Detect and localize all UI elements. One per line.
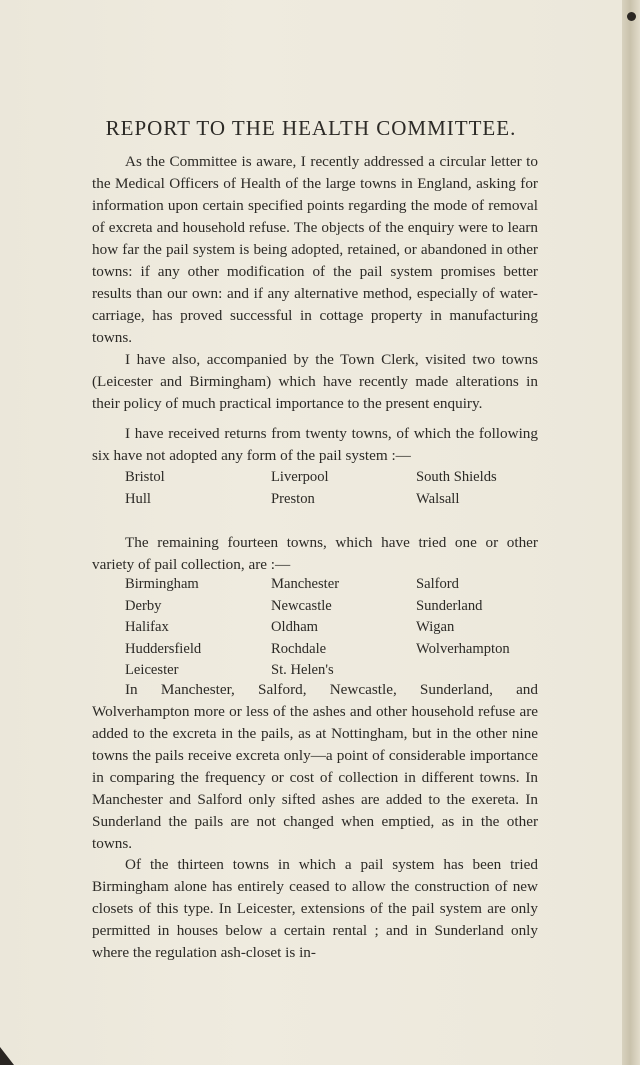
paragraph-thirteen-towns: Of the thirteen towns in which a pail system has been tried Birmingham alone has entirely ceased to allow the construction of new closets of this type. In Leicester, extensions of the pail system are only permitted in houses below a certain rental ; and in Sunderland only where the regulation ash-closet is in- (92, 856, 538, 961)
town-name: Birmingham (125, 576, 199, 592)
town-name: Newcastle (271, 597, 332, 614)
town-name: Wigan (416, 619, 455, 635)
edge-mark (627, 12, 636, 21)
town-name: Hull (125, 490, 151, 507)
town-name: Bristol (125, 469, 165, 485)
town-name: Manchester (271, 576, 340, 592)
town-row (125, 467, 555, 489)
town-name: Preston (271, 490, 315, 507)
town-name: Liverpool (271, 469, 329, 485)
town-name: Huddersfield (125, 640, 202, 657)
town-row (125, 639, 555, 661)
town-name: Sunderland (416, 597, 483, 614)
paragraph-returns: I have received returns from twenty towns, of which the following six have not adopted any form of the pail system :— (92, 425, 538, 464)
paragraph-manchester: In Manchester, Salford, Newcastle, Sunderland, and Wolverhampton more or less of the ashes and other household refuse are added to the excreta in the pails, as at Nottingham, but in the other nine towns the pails receive excreta only—a point of considerable importance in comparing the frequency or cost of collection in different towns. In Manchester and Salford only sifted ashes are added to the exereta. In Sunderland the pails are not changed when emptied, as in the other towns. (92, 681, 538, 852)
paragraph-visit: I have also, accompanied by the Town Clerk, visited two towns (Leicester and Birmingham) which have recently made alterations in their policy of much practical importance to the present enquiry. (92, 351, 538, 412)
town-name: Rochdale (271, 640, 327, 657)
town-row (125, 489, 555, 511)
town-name: Leicester (125, 662, 179, 678)
town-name: Wolverhampton (416, 640, 510, 657)
town-name: Oldham (271, 619, 319, 635)
town-row (125, 574, 555, 596)
town-name: Walsall (416, 490, 460, 507)
towns-with-pail-list (125, 574, 555, 682)
town-name: Salford (416, 576, 459, 592)
page-edge (622, 0, 640, 1065)
town-name: St. Helen's (271, 662, 334, 678)
paragraph-remaining-towns: The remaining fourteen towns, which have tried one or other variety of pail collection, are :— (92, 534, 538, 573)
paragraph-circular-letter: As the Committee is aware, I recently addressed a circular letter to the Medical Officers of Health of the large towns in England, asking for information upon certain specified points regarding the mode of removal of excreta and household refuse. The objects of the enquiry were to learn how far the pail system is being adopted, retained, or abandoned in other towns: if any other modification of the pail system promises better results than our own: and if any alternative method, especially of water-carriage, has proved successful in cottage property in manufacturing towns. (92, 153, 538, 346)
town-name: South Shields (416, 469, 497, 485)
towns-without-pail-list (125, 467, 555, 510)
town-name: Halifax (125, 619, 169, 635)
town-row (125, 596, 555, 618)
page-title: REPORT TO THE HEALTH COMMITTEE. (105, 116, 517, 140)
town-name: Derby (125, 597, 162, 614)
town-row (125, 617, 555, 639)
